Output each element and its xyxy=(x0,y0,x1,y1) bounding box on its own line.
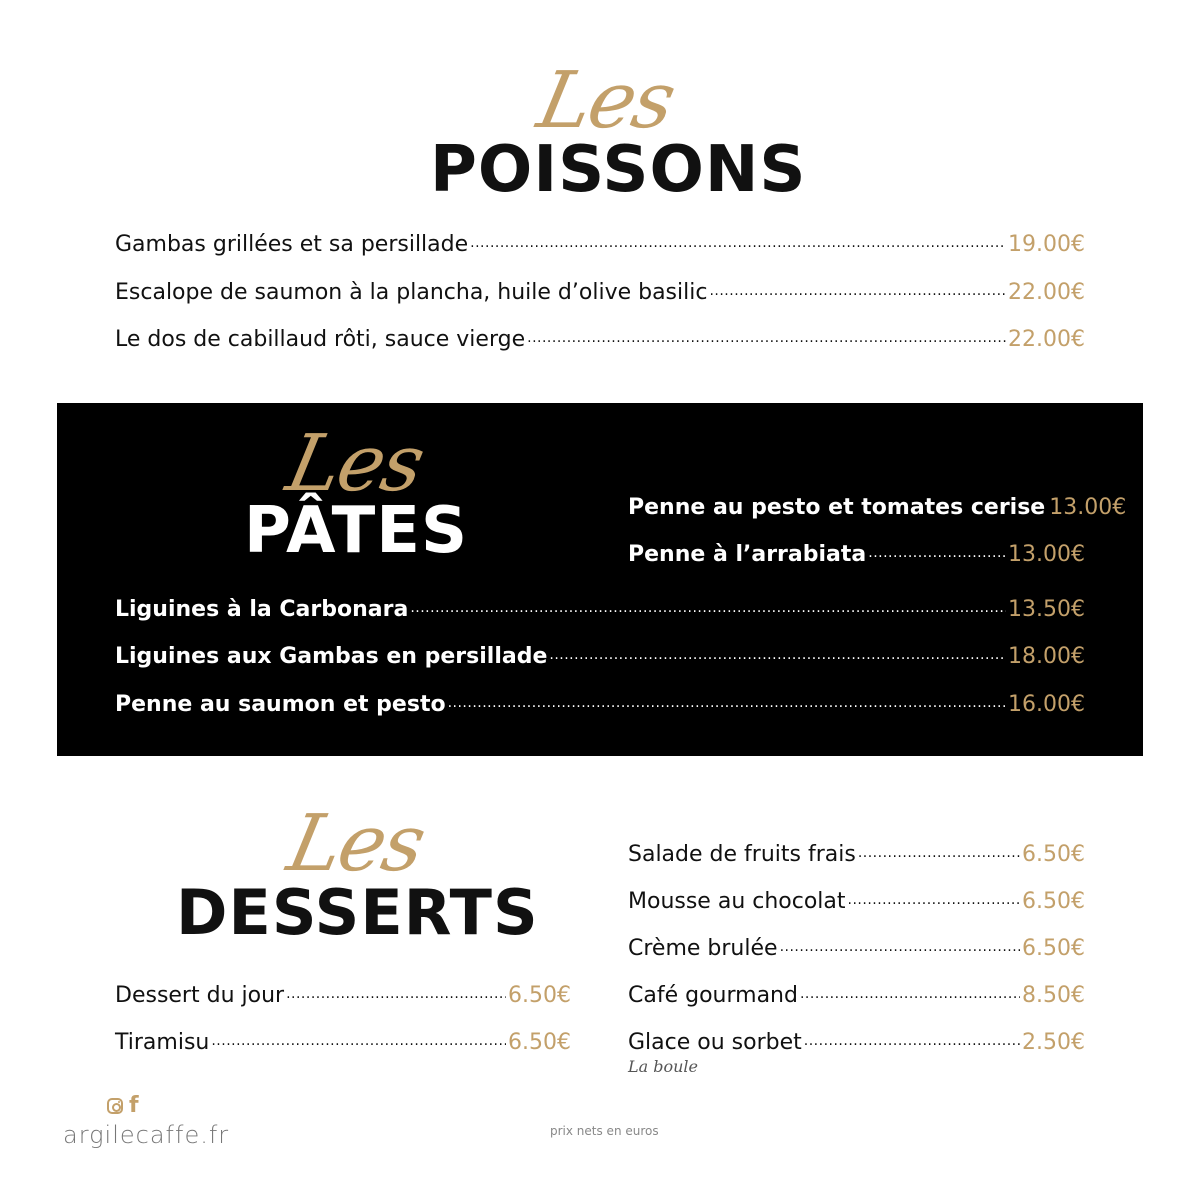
item-price: 8.50€ xyxy=(1022,983,1085,1008)
dot-leader xyxy=(286,984,506,1004)
item-name: Escalope de saumon à la plancha, huile d’olive basilic xyxy=(115,280,708,305)
menu-item xyxy=(115,327,1085,352)
menu-item xyxy=(628,495,1127,520)
social-links xyxy=(107,1095,139,1117)
item-price: 6.50€ xyxy=(1022,889,1085,914)
item-name: Penne au pesto et tomates cerise xyxy=(628,495,1046,520)
dot-leader xyxy=(410,598,1006,618)
pates-title: PÂTES xyxy=(244,494,469,568)
dot-leader xyxy=(868,543,1006,563)
item-name: Penne au saumon et pesto xyxy=(115,692,446,717)
item-name: Dessert du jour xyxy=(115,983,285,1008)
menu-item xyxy=(628,889,1085,914)
website-link[interactable]: argilecaffe.fr xyxy=(63,1121,230,1149)
poissons-title: POISSONS xyxy=(430,133,807,207)
pates-section xyxy=(57,403,1143,756)
dot-leader xyxy=(470,233,1006,253)
item-price: 13.00€ xyxy=(1049,495,1127,520)
dot-leader xyxy=(858,843,1020,863)
item-name: Liguines aux Gambas en persillade xyxy=(115,644,548,669)
item-price: 2.50€ xyxy=(1022,1030,1085,1055)
price-note: prix nets en euros xyxy=(550,1124,659,1138)
item-name: Crème brulée xyxy=(628,936,778,961)
menu-item xyxy=(115,692,1085,717)
dot-leader xyxy=(780,937,1020,957)
item-name: Le dos de cabillaud rôti, sauce vierge xyxy=(115,327,526,352)
menu-item xyxy=(115,597,1085,622)
facebook-icon[interactable]: f xyxy=(129,1093,139,1118)
item-price: 13.50€ xyxy=(1008,597,1085,622)
menu-item xyxy=(115,232,1085,257)
poissons-script-les: Les xyxy=(530,56,682,146)
dot-leader xyxy=(800,984,1020,1004)
menu-item xyxy=(115,644,1085,669)
menu-item xyxy=(115,1030,571,1055)
desserts-title: DESSERTS xyxy=(176,876,539,949)
item-name: Penne à l’arrabiata xyxy=(628,542,867,567)
desserts-script-les: Les xyxy=(280,799,432,889)
item-price: 6.50€ xyxy=(508,983,571,1008)
menu-item xyxy=(628,936,1085,961)
item-name: Glace ou sorbet xyxy=(628,1030,802,1055)
item-price: 6.50€ xyxy=(508,1030,571,1055)
menu-item xyxy=(628,542,1085,567)
item-name: Liguines à la Carbonara xyxy=(115,597,409,622)
item-name: Mousse au chocolat xyxy=(628,889,846,914)
menu-item xyxy=(115,983,571,1008)
dot-leader xyxy=(709,281,1006,301)
item-name: Salade de fruits frais xyxy=(628,842,856,867)
glace-note: La boule xyxy=(628,1057,699,1076)
item-price: 13.00€ xyxy=(1008,542,1085,567)
item-name: Tiramisu xyxy=(115,1030,210,1055)
pates-script-les: Les xyxy=(279,419,431,509)
menu-item xyxy=(628,842,1085,867)
item-price: 18.00€ xyxy=(1008,644,1085,669)
item-price: 16.00€ xyxy=(1008,692,1085,717)
item-name: Gambas grillées et sa persillade xyxy=(115,232,469,257)
dot-leader xyxy=(848,890,1020,910)
dot-leader xyxy=(804,1031,1020,1051)
item-price: 6.50€ xyxy=(1022,842,1085,867)
item-price: 19.00€ xyxy=(1008,232,1085,257)
menu-item xyxy=(628,1030,1085,1055)
menu-item xyxy=(628,983,1085,1008)
dot-leader xyxy=(211,1031,506,1051)
dot-leader xyxy=(527,328,1006,348)
dot-leader xyxy=(448,693,1006,713)
item-name: Café gourmand xyxy=(628,983,798,1008)
dot-leader xyxy=(549,645,1006,665)
item-price: 22.00€ xyxy=(1008,280,1085,305)
item-price: 6.50€ xyxy=(1022,936,1085,961)
item-price: 22.00€ xyxy=(1008,327,1085,352)
menu-item xyxy=(115,280,1085,305)
instagram-icon[interactable] xyxy=(107,1098,123,1114)
